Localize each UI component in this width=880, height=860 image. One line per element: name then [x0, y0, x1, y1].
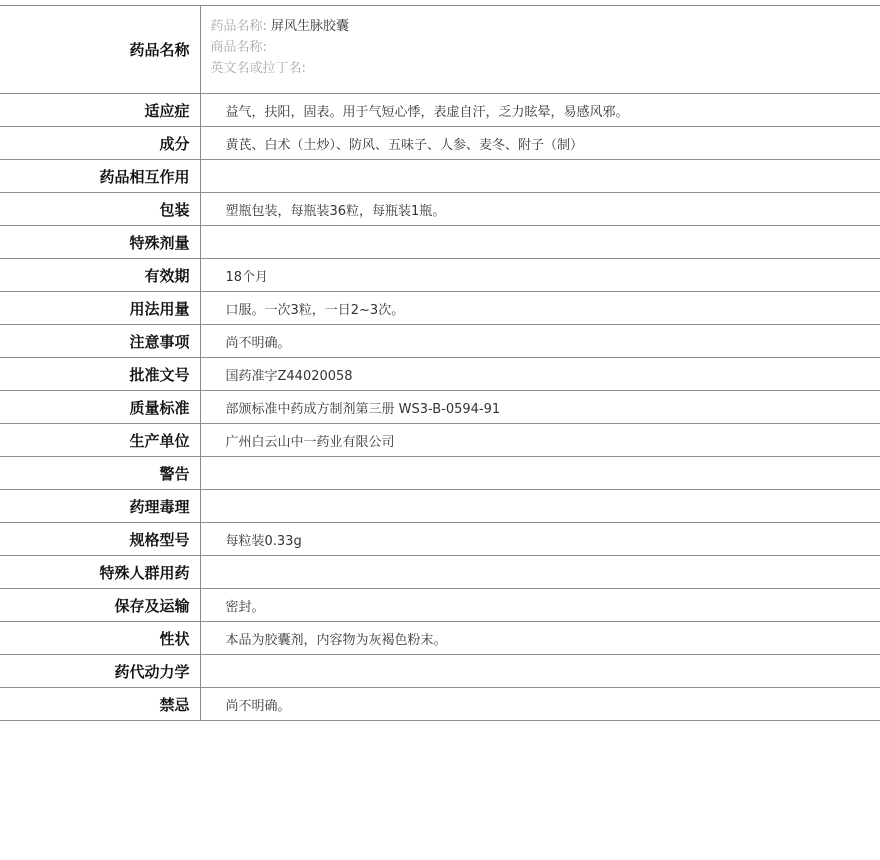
row-value: 国药准字Z44020058 — [200, 358, 880, 391]
row-label: 有效期 — [0, 259, 200, 292]
generic-name-key: 药品名称: — [210, 19, 267, 34]
table-row — [0, 292, 880, 325]
row-value: 益气，扶阳，固表。用于气短心悸，表虚自汗，乏力眩晕，易感风邪。 — [200, 94, 880, 127]
drug-name-row — [0, 6, 880, 94]
table-row — [0, 94, 880, 127]
table-row — [0, 457, 880, 490]
row-label: 禁忌 — [0, 688, 200, 721]
english-name-key: 英文名或拉丁名: — [210, 61, 306, 76]
row-value: 塑瓶包装，每瓶装36粒，每瓶装1瓶。 — [200, 193, 880, 226]
row-value: 本品为胶囊剂，内容物为灰褐色粉末。 — [200, 622, 880, 655]
drug-info-table — [0, 5, 880, 721]
table-row — [0, 325, 880, 358]
table-row — [0, 127, 880, 160]
generic-name-value: 屏风生脉胶囊 — [271, 19, 350, 34]
row-value: 尚不明确。 — [200, 325, 880, 358]
table-row — [0, 556, 880, 589]
row-value: 口服。一次3粒，一日2~3次。 — [200, 292, 880, 325]
row-value — [200, 226, 880, 259]
row-label: 注意事项 — [0, 325, 200, 358]
table-row — [0, 589, 880, 622]
row-value — [200, 457, 880, 490]
table-row — [0, 424, 880, 457]
table-row — [0, 226, 880, 259]
table-row — [0, 688, 880, 721]
row-label: 质量标准 — [0, 391, 200, 424]
table-row — [0, 391, 880, 424]
row-label: 生产单位 — [0, 424, 200, 457]
table-row — [0, 523, 880, 556]
table-row — [0, 655, 880, 688]
row-value: 广州白云山中一药业有限公司 — [200, 424, 880, 457]
row-label: 包装 — [0, 193, 200, 226]
row-label: 用法用量 — [0, 292, 200, 325]
row-value: 密封。 — [200, 589, 880, 622]
row-label: 批准文号 — [0, 358, 200, 391]
row-label: 药品相互作用 — [0, 160, 200, 193]
table-row — [0, 193, 880, 226]
trade-name-line — [211, 37, 880, 58]
row-value: 部颁标准中药成方制剂第三册 WS3-B-0594-91 — [200, 391, 880, 424]
row-label: 性状 — [0, 622, 200, 655]
row-value: 尚不明确。 — [200, 688, 880, 721]
row-label: 特殊人群用药 — [0, 556, 200, 589]
generic-name-line — [211, 16, 880, 37]
row-value — [200, 655, 880, 688]
row-label: 适应症 — [0, 94, 200, 127]
row-label: 特殊剂量 — [0, 226, 200, 259]
row-label: 成分 — [0, 127, 200, 160]
table-row — [0, 358, 880, 391]
row-label-drug-name: 药品名称 — [0, 6, 200, 94]
row-label: 药理毒理 — [0, 490, 200, 523]
table-row — [0, 160, 880, 193]
row-value — [200, 160, 880, 193]
row-value — [200, 556, 880, 589]
english-name-line — [211, 58, 880, 79]
table-row — [0, 259, 880, 292]
row-label: 药代动力学 — [0, 655, 200, 688]
row-value: 18个月 — [200, 259, 880, 292]
row-label: 规格型号 — [0, 523, 200, 556]
row-value: 黄芪、白术（土炒）、防风、五味子、人参、麦冬、附子（制） — [200, 127, 880, 160]
table-row — [0, 490, 880, 523]
trade-name-key: 商品名称: — [210, 40, 267, 55]
row-label: 保存及运输 — [0, 589, 200, 622]
drug-name-details — [200, 6, 880, 94]
row-value: 每粒装0.33g — [200, 523, 880, 556]
row-value — [200, 490, 880, 523]
table-row — [0, 622, 880, 655]
row-label: 警告 — [0, 457, 200, 490]
